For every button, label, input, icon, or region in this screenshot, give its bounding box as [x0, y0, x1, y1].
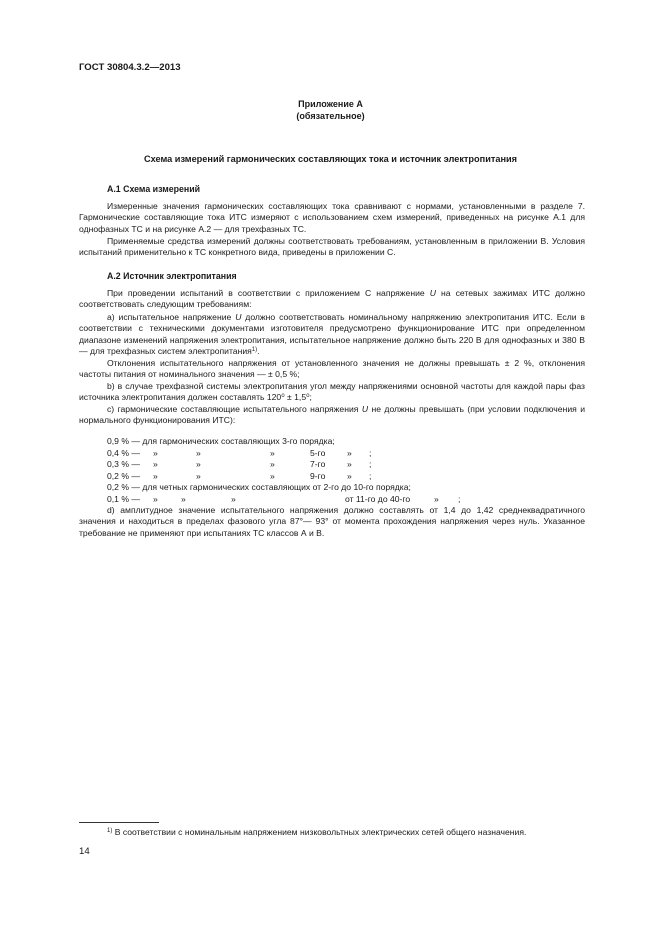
ditto-mark: » [181, 493, 186, 504]
section-a1-paragraph-1-text: Измеренные значения гармонических составляющих тока сравнивают с нормами, установленными в разделе 7. Гармонические составляющие тока ИТС измеряют с использованием схем измерений, приведенных на рисунке А.1 для однофазных ТС и на рисунке А.2 — для трехфазных ТС. [79, 201, 585, 234]
intro-text-a: При проведении испытаний в соответствии с приложением С напряжение [107, 288, 430, 298]
limit-percent: 0,1 % — [107, 493, 140, 504]
appendix-status: (обязательное) [296, 111, 365, 121]
voltage-symbol: U [235, 312, 242, 322]
harmonic-order: 7-го [310, 459, 326, 469]
ditto-mark: » [347, 470, 352, 481]
document-header: ГОСТ 30804.3.2—2013 [79, 62, 181, 73]
item-c [79, 404, 585, 427]
main-title: Схема измерений гармонических составляющих тока и источник электропитания [143, 154, 518, 164]
ditto-mark: » [153, 447, 158, 458]
section-a1-paragraph-2 [79, 236, 585, 259]
ditto-mark: » [270, 447, 275, 458]
voltage-symbol: U [429, 288, 436, 298]
ditto-mark: » [153, 459, 158, 469]
item-a-post: должно соответствовать номинальному напряжению электропитания ИТС. Если в соответствии с техническими документами изготовителя предусмотрено функционирование ИТС при определенном диапазоне изменений напряжения электропитания, испытательное напряжение должно быть 220 В для однофазных и 380 В — для трехфазных систем электропитания [79, 312, 585, 356]
item-a-end: . [257, 345, 260, 356]
ditto-mark: » [196, 459, 201, 469]
appendix-title: Приложение А [298, 99, 363, 109]
section-a1-paragraph-1 [79, 201, 585, 235]
ditto-mark: » [270, 470, 275, 481]
item-d [79, 505, 585, 539]
footnote-reference: 1) [251, 346, 258, 353]
limit-percent: 0,3 % — [107, 459, 140, 469]
ditto-mark: » [270, 459, 275, 469]
deviation-paragraph [79, 358, 585, 381]
ditto-mark: » [434, 493, 439, 504]
voltage-symbol: U [361, 404, 369, 414]
deviation-text: Отклонения испытательного напряжения от установленного значения не должны превышать ± 2 %, отклонения частоты питания от номинального значения — ± 0,5 %; [79, 358, 585, 380]
limit-percent: 0,4 % — [107, 447, 140, 458]
row-end: ; [458, 493, 461, 504]
item-a [79, 312, 585, 357]
item-b [79, 381, 585, 404]
section-a1-heading: А.1 Схема измерений [107, 184, 201, 194]
section-a2-intro [79, 288, 585, 311]
harmonic-order: 5-го [310, 447, 326, 458]
ditto-mark: » [196, 470, 201, 481]
limit-row-3rd: 0,9 % — для гармонических составляющих 3-го порядка; [107, 436, 335, 446]
item-d-text: d) амплитудное значение испытательного напряжения должно составлять от 1,4 до 1,42 среднеквадратичного значения и находиться в пределах фазового угла 87°— 93° от момента прохождения напряжения через нуль. Указанное требование не применяют при испытаниях ТС классов А и В. [79, 505, 585, 538]
harmonic-order: от 11-го до 40-го [345, 493, 411, 504]
row-end: ; [369, 459, 372, 469]
ditto-mark: » [231, 493, 236, 504]
item-c-post: не должны превышать (при условии подключения и нормального функционирования ИТС): [79, 404, 585, 426]
section-a2-heading: А.2 Источник электропитания [107, 271, 237, 281]
even-harmonics-limit: 0,2 % — для четных гармонических составляющих от 2-го до 10-го порядка; [107, 482, 411, 492]
ditto-mark: » [153, 470, 158, 481]
row-end: ; [369, 470, 372, 481]
item-c-pre: с) гармонические составляющие испытательного напряжения [107, 404, 362, 414]
section-a1-paragraph-2-text: Применяемые средства измерений должны соответствовать требованиям, установленным в приложении В. Условия испытаний применительно к ТС конкретного вида, приведены в приложении С. [79, 236, 585, 258]
limit-percent: 0,2 % — [107, 470, 140, 481]
row-end: ; [369, 447, 372, 458]
footnote [107, 827, 597, 838]
page-number: 14 [79, 846, 90, 857]
ditto-mark: » [153, 493, 158, 504]
footnote-text: В соответствии с номинальным напряжением низковольтных электрических сетей общего назначения. [112, 827, 527, 837]
harmonic-order: 9-го [310, 470, 326, 481]
intro-text-b: на сетевых зажимах ИТС должно соответствовать следующим требованиям: [79, 288, 585, 310]
ditto-mark: » [196, 447, 201, 458]
footnote-mark: 1) [107, 828, 113, 834]
ditto-mark: » [347, 447, 352, 458]
ditto-mark: » [347, 459, 352, 469]
item-a-pre: а) испытательное напряжение [107, 312, 236, 322]
footnote-separator [79, 822, 159, 823]
item-b-text: b) в случае трехфазной системы электропитания угол между напряжениями основной частоты для каждой пары фаз источника электропитания должен составлять 120⁰ ± 1,5⁰; [79, 381, 585, 403]
